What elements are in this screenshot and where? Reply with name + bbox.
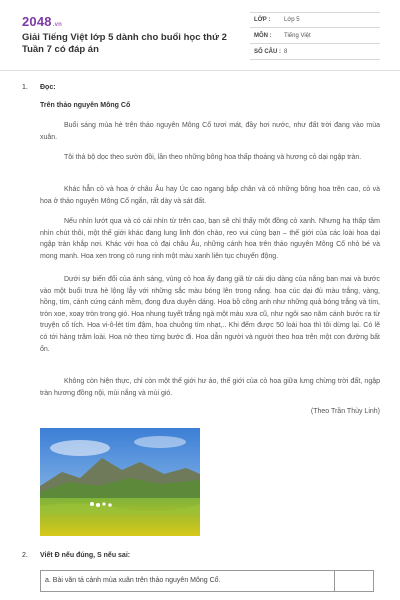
- header-divider: [0, 70, 400, 71]
- landscape-illustration: [40, 428, 200, 536]
- table-row: [41, 571, 373, 591]
- question-number: 1.: [22, 84, 28, 91]
- meta-value: Lớp 5: [284, 17, 300, 23]
- passage-paragraph: Khác hẳn cỏ và hoa ở châu Âu hay Úc cao ngang bắp chân và cỏ những bông hoa trên cao, cỏ và hoa ở thảo nguyên Mông Cổ ngắn, rất dày và sát đất.: [40, 186, 380, 205]
- true-false-table: [40, 570, 374, 592]
- meta-value: 8: [284, 48, 288, 55]
- meta-table: [250, 12, 380, 60]
- passage-paragraph: Buổi sáng mùa hè trên thảo nguyên Mông Cổ tươi mát, đầy hơi nước, như đất trời đang vào mùa xuân.: [40, 122, 380, 141]
- document-title: Giải Tiếng Việt lớp 5 dành cho buổi học thứ 2 Tuần 7 có đáp án: [22, 32, 227, 55]
- meta-label: SỐ CÂU :: [254, 48, 281, 55]
- passage-author: (Theo Trần Thùy Linh): [310, 408, 380, 415]
- statement-text: a. Bài văn tả cảnh mùa xuân trên thảo nguyên Mông Cổ.: [41, 571, 335, 591]
- passage-paragraph: Nếu nhìn lướt qua và có cái nhìn từ trên cao, bạn sẽ chỉ thấy một đồng cỏ xanh. Nhưng hạ thấp tầm nhìn chút thôi, một thế giới khác đang lung linh đón chào, reo vui cùng bạn – thế giới của các loài hoa dại ngập tràn khắp nơi. Khác với hoa cỏ đại châu Âu, những cánh hoa trên thảo nguyên Mông Cổ nhỏ bé và mong manh. Hoa xen trong cỏ rung rinh một màu xanh liên tục chuyển động.: [40, 218, 380, 260]
- meta-value: Tiếng Việt: [284, 32, 311, 39]
- meta-row-class: [250, 12, 380, 28]
- passage-paragraph: Tôi thả bộ dọc theo sườn đồi, lần theo những bông hoa thấp thoáng và hương cỏ dại ngập tràn.: [64, 154, 362, 161]
- question-title: Đọc:: [40, 84, 56, 91]
- question-number: 2.: [22, 552, 28, 559]
- site-logo[interactable]: [22, 14, 62, 29]
- passage-title: Trên thảo nguyên Mông Cổ: [40, 102, 131, 109]
- document-header: [0, 0, 400, 66]
- logo-text: 2048: [22, 14, 52, 29]
- meta-row-count: [250, 44, 380, 60]
- passage-paragraph: Không còn hiện thực, chỉ còn một thế giới hư ảo, thế giới của cỏ hoa giữa lưng chừng trời đất, ngập tràn hương đồng nội, mùi nắng và mùi gió.: [40, 378, 380, 397]
- meta-row-subject: [250, 28, 380, 44]
- question-title: Viết Đ nếu đúng, S nếu sai:: [40, 552, 131, 559]
- steppe-landscape-image: [40, 428, 200, 536]
- meta-label: LỚP :: [254, 17, 271, 23]
- meta-label: MÔN :: [254, 32, 272, 39]
- passage-paragraph: Dưới sự biến đổi của ánh sáng, vùng cỏ hoa ấy đang giã từ cái dịu dàng của nắng ban mai và bước vào một buổi trưa hè lộng lẫy với những sắc màu bóng lên trong nắng. hoa cúc dại đủ màu trắng, vàng, hồng, tím, cánh cứng cánh mềm, đong đưa duyên dáng. Hoa bồ công anh như những quả bóng trắng và tím, tròn xoe, xoay tròn trong gió. Hoa nhung tuyết trắng ngà một màu xưa cũ, như ngôi sao năm cánh bước ra từ truyện cổ tích. Hoa vi-ô-lét tím đậm, hoa chuông tím nhạt,.. Khi đếm được 50 loài hoa thì tôi dừng lại. Có lẽ có tới hàng trăm loài. Hoa nở theo từng bước đi. Hoa dẫn người và người theo hoa trên một con đường bất ổn.: [40, 276, 380, 353]
- answer-box[interactable]: [335, 571, 373, 591]
- logo-suffix: .vn: [52, 22, 63, 28]
